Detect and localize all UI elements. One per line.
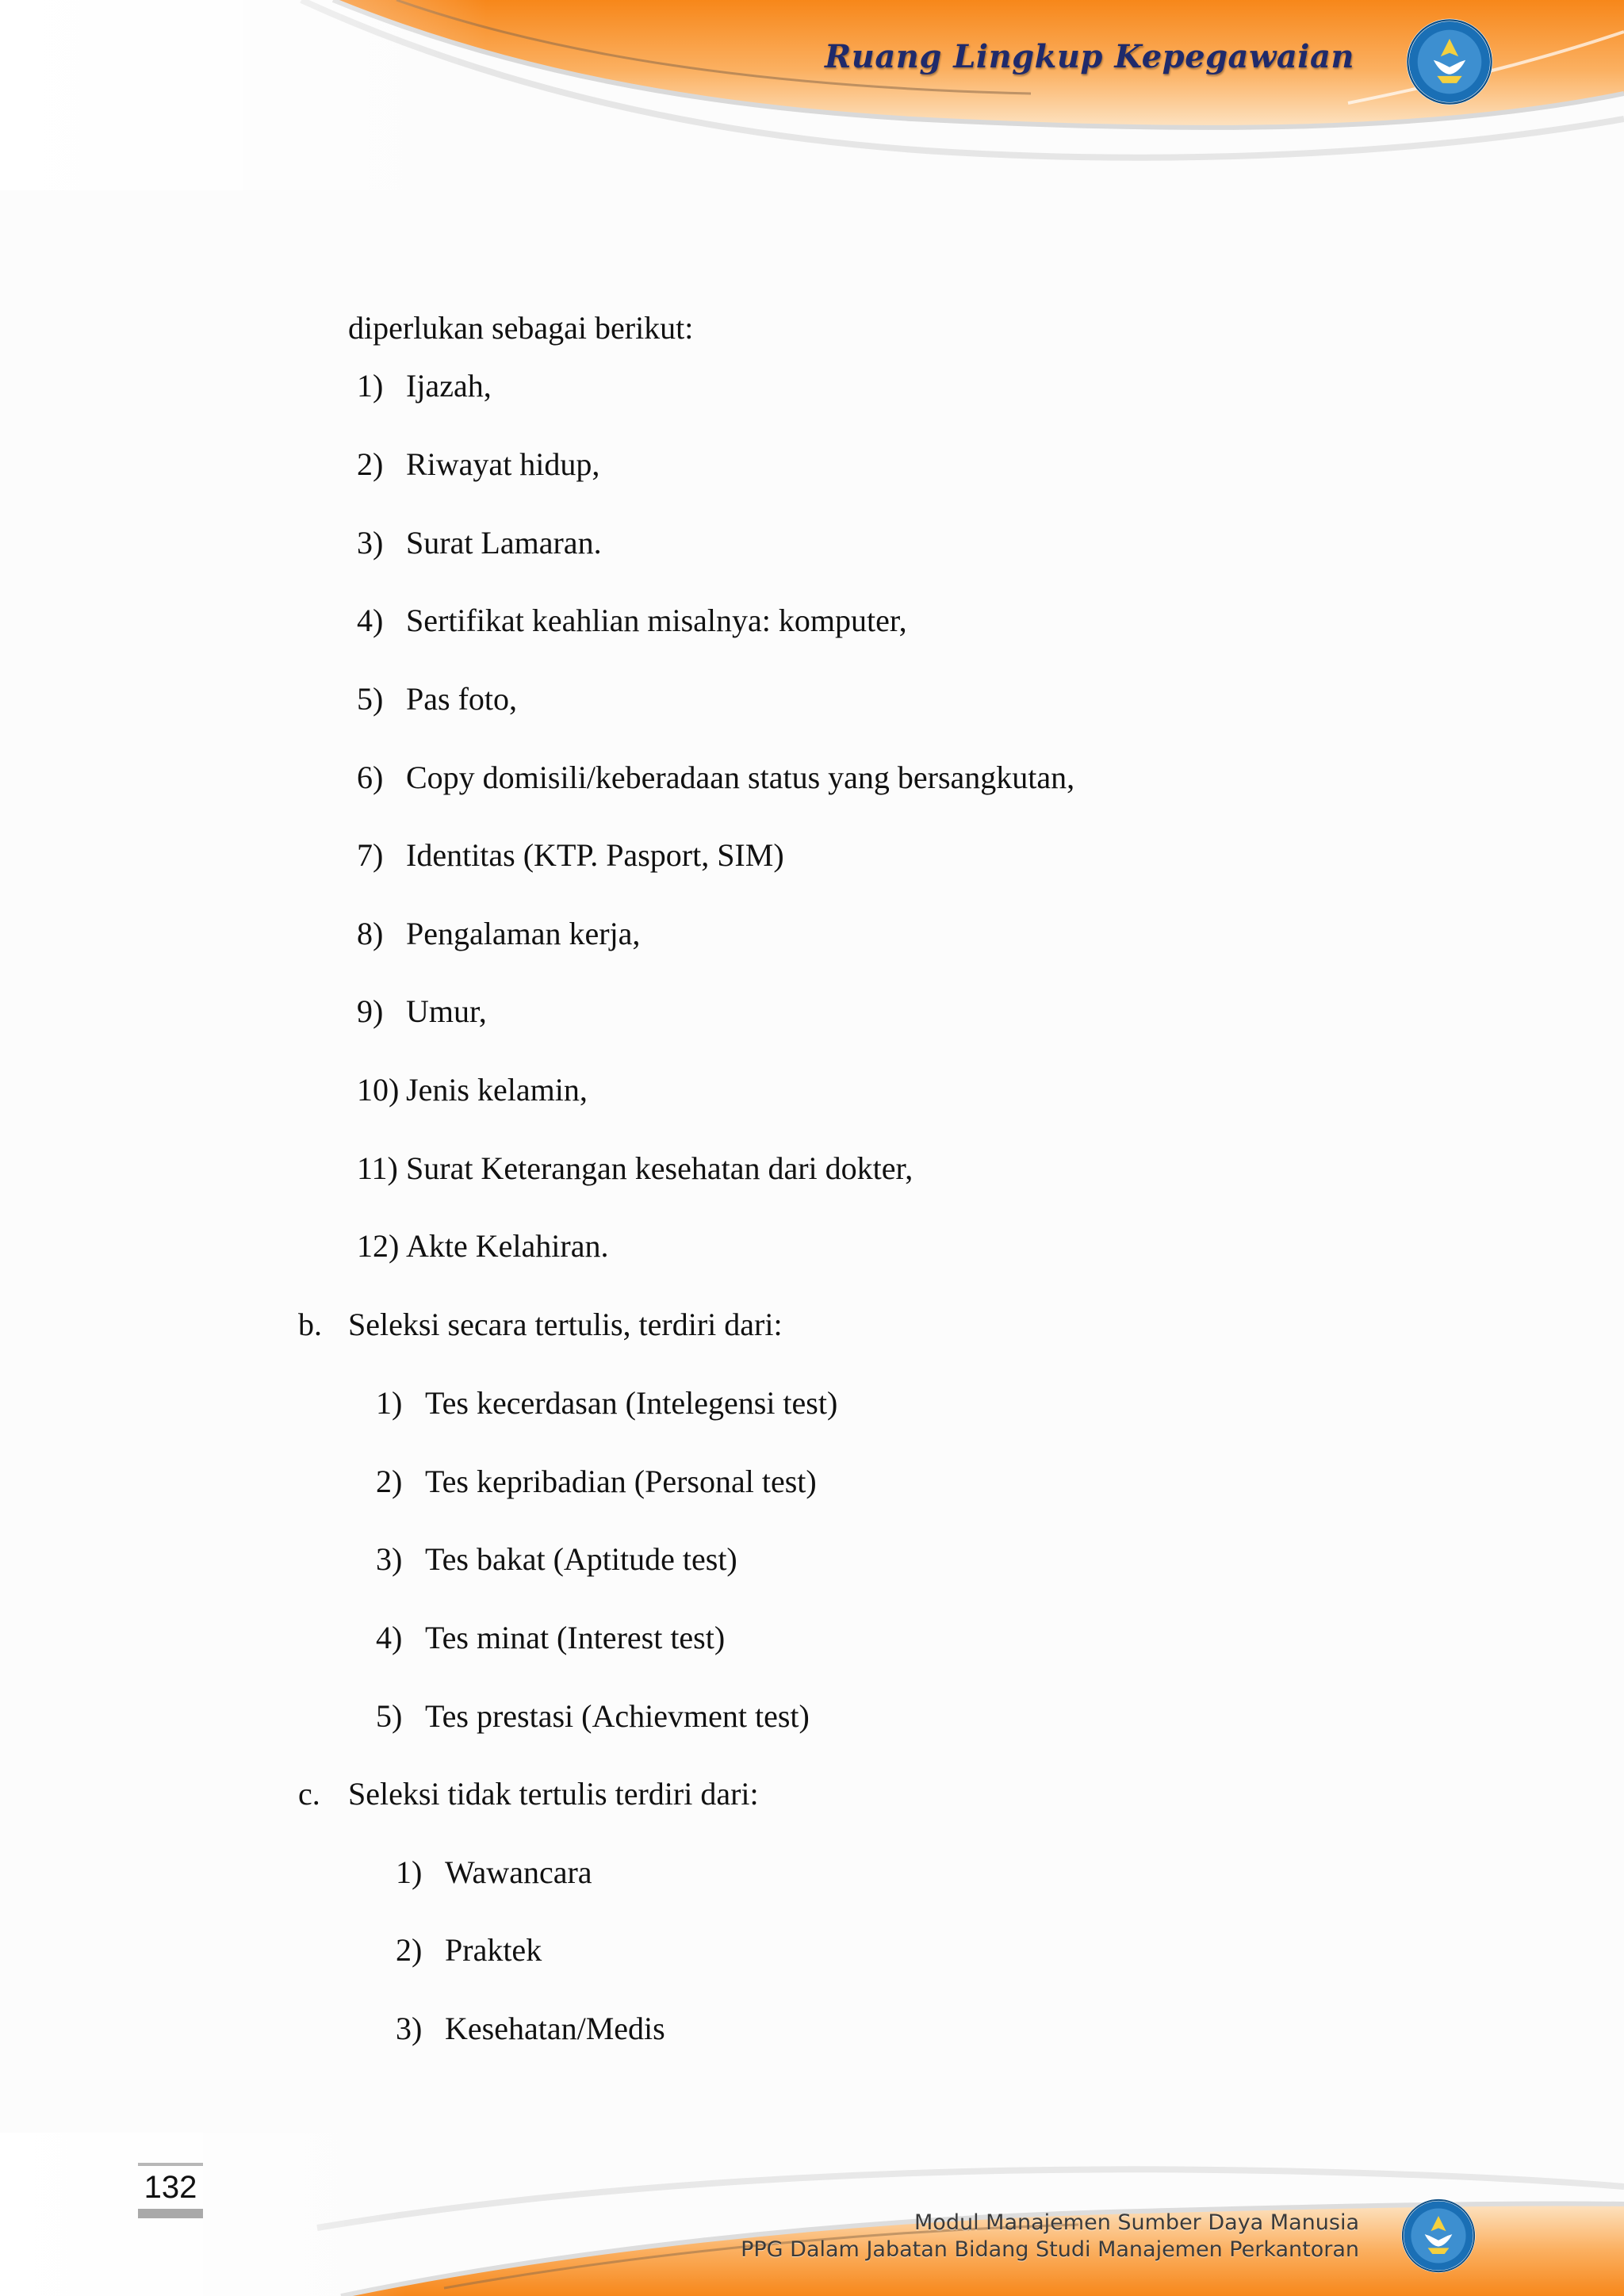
- list-item-text: Tes kepribadian (Personal test): [425, 1464, 817, 1499]
- list-item-text: Akte Kelahiran.: [406, 1228, 609, 1264]
- list-item-number: 8): [357, 916, 384, 951]
- list-item-number: 2): [376, 1464, 403, 1499]
- section-heading-text: Seleksi tidak tertulis terdiri dari:: [348, 1776, 759, 1812]
- list-item-text: Surat Keterangan kesehatan dari dokter,: [406, 1150, 914, 1186]
- list-item-number: 2): [357, 446, 384, 482]
- list-item-text: Praktek: [445, 1932, 542, 1968]
- list-item-number: 6): [357, 760, 384, 795]
- footer-program-title: PPG Dalam Jabatan Bidang Studi Manajemen Perkantoran: [741, 2237, 1359, 2262]
- header-banner: [0, 0, 1624, 190]
- list-item-number: 4): [357, 603, 384, 638]
- list-item-text: Identitas (KTP. Pasport, SIM): [406, 837, 784, 873]
- page-number: 132: [144, 2170, 197, 2205]
- list-item-text: Tes prestasi (Achievment test): [425, 1698, 810, 1734]
- list-item-text: Jenis kelamin,: [406, 1072, 588, 1108]
- list-item-number: 9): [357, 993, 384, 1029]
- list-item-text: Pengalaman kerja,: [406, 916, 641, 951]
- list-item-number: 3): [396, 2011, 423, 2046]
- list-item-number: 3): [376, 1541, 403, 1577]
- list-item-number: 1): [376, 1385, 403, 1421]
- list-item-text: Surat Lamaran.: [406, 525, 602, 561]
- list-item-text: Copy domisili/keberadaan status yang bersangkutan,: [406, 760, 1075, 795]
- list-item-text: Sertifikat keahlian misalnya: komputer,: [406, 603, 907, 638]
- list-item-text: Ijazah,: [406, 368, 492, 404]
- list-item-text: Tes bakat (Aptitude test): [425, 1541, 737, 1577]
- page-number-rule-bottom: [138, 2209, 203, 2218]
- kemendikbud-logo-icon: [1400, 2198, 1477, 2274]
- list-item-text: Riwayat hidup,: [406, 446, 600, 482]
- header-title: Ruang Lingkup Kepegawaian: [825, 38, 1354, 75]
- kemendikbud-logo-icon: [1405, 17, 1494, 106]
- list-item-text: Umur,: [406, 993, 487, 1029]
- list-item-number: 11): [357, 1150, 398, 1186]
- section-heading-text: Seleksi secara tertulis, terdiri dari:: [348, 1307, 783, 1342]
- list-item-text: Pas foto,: [406, 681, 517, 717]
- list-item-number: 10): [357, 1072, 400, 1108]
- list-item-text: Tes kecerdasan (Intelegensi test): [425, 1385, 838, 1421]
- page-number-block: [138, 2163, 203, 2218]
- section-letter: b.: [298, 1307, 322, 1342]
- list-item-number: 5): [376, 1698, 403, 1734]
- footer-module-title: Modul Manajemen Sumber Daya Manusia: [914, 2210, 1359, 2235]
- list-item-text: Kesehatan/Medis: [445, 2011, 665, 2046]
- list-item-number: 12): [357, 1228, 400, 1264]
- list-item-text: Wawancara: [445, 1854, 592, 1890]
- list-item-number: 5): [357, 681, 384, 717]
- section-letter: c.: [298, 1776, 320, 1812]
- intro-text: diperlukan sebagai berikut:: [348, 310, 694, 346]
- list-item-number: 1): [396, 1854, 423, 1890]
- list-item-number: 2): [396, 1932, 423, 1968]
- list-item-number: 4): [376, 1620, 403, 1655]
- footer-banner: [0, 2133, 1624, 2296]
- list-item-number: 7): [357, 837, 384, 873]
- list-item-number: 1): [357, 368, 384, 404]
- list-item-number: 3): [357, 525, 384, 561]
- list-item-text: Tes minat (Interest test): [425, 1620, 726, 1655]
